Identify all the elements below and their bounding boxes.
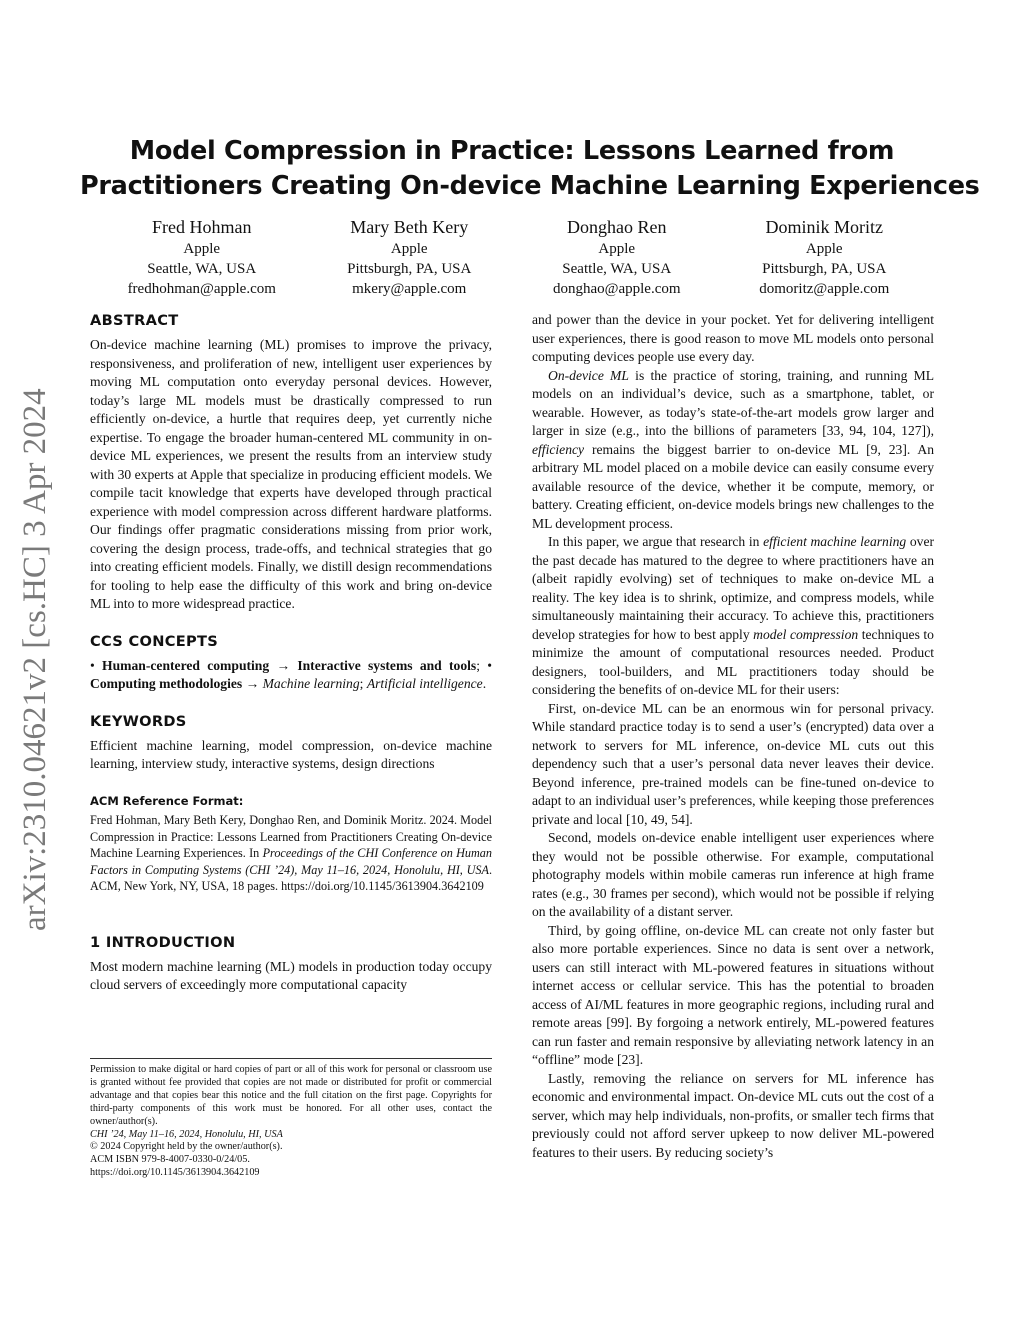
reference-authors-title: Fred Hohman, Mary Beth Kery, Donghao Ren, and Dominik Moritz. 2024. Model Compression in Practice: Lessons Learned from Practitioners Creating On-device Machine Learning Experiences. In xyxy=(90,813,492,860)
ccs-separator: ; xyxy=(359,676,364,691)
term-model-compression: model compression xyxy=(753,626,859,642)
author-location: Pittsburgh, PA, USA xyxy=(762,261,887,277)
permission-footnote xyxy=(90,1058,492,1180)
reference-venue: Proceedings of the CHI Conference on Human Factors in Computing Systems (CHI ’24), May 11–16, 2024, Honolulu, HI, USA xyxy=(90,846,492,877)
author-location: Pittsburgh, PA, USA xyxy=(347,261,472,277)
ccs-arrow: → xyxy=(245,676,260,691)
reference-publisher-doi: . ACM, New York, NY, USA, 18 pages. https://doi.org/10.1145/3613904.3642109 xyxy=(90,862,492,893)
ccs-separator: ; xyxy=(476,657,480,673)
ccs-heading: CCS CONCEPTS xyxy=(90,632,219,650)
keywords-heading: KEYWORDS xyxy=(90,712,187,730)
intro-paragraph: First, on-device ML can be an enormous win for personal privacy. While standard practice today is to send a user’s (encrypted) data over a network to servers for ML inference, on-device ML cuts out this dependency such that a user’s personal data never leaves their device. Beyond inference, pre-trained models can be fine-tuned on-device to adapt to an individual user’s preferences, while keeping those preferences private and local [10, 49, 54]. xyxy=(532,700,934,827)
intro-paragraph: Most modern machine learning (ML) models in production today occupy cloud servers of exceedingly more computational capacity xyxy=(90,958,492,992)
author-email[interactable]: domoritz@apple.com xyxy=(759,281,890,297)
author-email[interactable]: mkery@apple.com xyxy=(352,281,467,297)
ccs-concept: Machine learning xyxy=(262,676,360,691)
author-email[interactable]: fredhohman@apple.com xyxy=(127,281,276,297)
author-block xyxy=(98,215,306,299)
ccs-concept: Computing methodologies xyxy=(90,676,243,691)
arxiv-identifier: arXiv:2310.04621v2 [cs.HC] 3 Apr 2024 xyxy=(17,388,53,932)
author-list xyxy=(98,215,928,299)
author-affiliation: Apple xyxy=(183,241,221,257)
ccs-end: . xyxy=(482,676,487,691)
permission-text: Permission to make digital or hard copies of part or all of this work for personal or classroom use is granted without fee provided that copies are not made or distributed for profit or commercial advantage and that copies bear this notice and the full citation on the first page. Copyrights for third-party components of this work must be honored. For all other uses, contact the owner/author(s). xyxy=(90,1064,492,1127)
right-column xyxy=(532,311,934,1162)
author-affiliation: Apple xyxy=(390,241,428,257)
ccs-bullet: • xyxy=(487,657,493,673)
copyright-notice: © 2024 Copyright held by the owner/author(s). xyxy=(90,1141,283,1153)
reference-format-text xyxy=(90,812,492,895)
intro-paragraph: On-device ML is the practice of storing, training, and running ML models on an individual’s device, such as a smartphone, tablet, or wearable. However, as today’s state-of-the-art models grow larger and larger in size (e.g., into the billions of parameters [33, 94, 104, 127]), efficiency remains the biggest barrier to on-device ML [9, 23]. An arbitrary ML model placed on a mobile device can easily consume every available resource of the device, whether it be compute, memory, or battery. Creating efficient, on-device models brings new challenges to the ML development process. xyxy=(532,367,934,531)
introduction-heading: 1 INTRODUCTION xyxy=(90,933,236,951)
author-name: Fred Hohman xyxy=(152,217,252,237)
author-block xyxy=(721,215,929,299)
ccs-concept: Human-centered computing xyxy=(102,657,270,673)
ccs-arrow: → xyxy=(276,657,291,673)
author-name: Mary Beth Kery xyxy=(350,217,469,237)
ccs-concept: Artificial intelligence xyxy=(366,676,483,691)
term-efficient-ml: efficient machine learning xyxy=(763,534,907,549)
author-location: Seattle, WA, USA xyxy=(147,261,257,277)
term-on-device-ml: On-device ML xyxy=(548,367,629,383)
conference-info: CHI ’24, May 11–16, 2024, Honolulu, HI, USA xyxy=(90,1128,283,1140)
intro-paragraph: Second, models on-device enable intelligent user experiences where they would not be possible otherwise. For example, computational photography models within mobile cameras run inference at high frame rates (e.g., 30 frames per second), which would not be possible if relying on the availability of a distant server. xyxy=(532,830,934,919)
title-line-1: Model Compression in Practice: Lessons Learned from xyxy=(129,136,895,166)
intro-paragraph: Third, by going offline, on-device ML can create not only faster but also more portable experiences. Since no data is sent over a network, users can still interact with ML-powered features in situations without internet access or cellular service. This has the potential to broaden access of AI/ML features in more geographic regions, including rural and remote areas [99]. By forgoing a network entirely, ML-powered features can run faster and remain responsive by alleviating network latency in an “offline” mode [23]. xyxy=(532,922,934,1067)
keywords-text: Efficient machine learning, model compression, on-device machine learning, interview study, interactive systems, design directions xyxy=(90,737,492,771)
ccs-concepts xyxy=(90,657,492,694)
term-efficiency: efficiency xyxy=(532,441,585,457)
paper-title xyxy=(80,134,980,204)
intro-paragraph: In this paper, we argue that research in efficient machine learning over the past decade has matured to the degree to where practitioners have an (albeit rapidly evolving) set of techniques to make on-device ML a reality. The key idea is to shrink, optimize, and compress models, while simultaneously maintaining their accuracy. To achieve this, practitioners develop strategies for how to best apply model compression techniques to minimize the amount of computational resources needed. Product designers, tool-builders, and ML practitioners today should be considering the benefits of on-device ML for their users: xyxy=(532,534,935,697)
abstract-heading: ABSTRACT xyxy=(90,312,179,329)
doi-link[interactable]: https://doi.org/10.1145/3613904.3642109 xyxy=(90,1167,260,1179)
author-affiliation: Apple xyxy=(805,241,843,257)
author-affiliation: Apple xyxy=(598,241,636,257)
author-name: Donghao Ren xyxy=(567,217,667,237)
reference-format-label: ACM Reference Format: xyxy=(90,793,244,808)
abstract-text: On-device machine learning (ML) promises to improve the privacy, responsiveness, and proliferation of new, intelligent user experiences by moving ML computation onto everyday personal devices. However, today’s large ML models must be drastically compressed to run efficiently on-device, a hurtle that requires deep, yet currently niche expertise. To engage the broader human-centered ML community in on-device ML experiences, we present the results from an interview study with 30 experts at Apple that specialize in producing efficient models. We compile tacit knowledge that experts have developed through practical experience with model compression across different hardware platforms. Our findings offer pragmatic considerations missing from prior work, covering the design process, trade-offs, and technical strategies that go into creating efficient models. Finally, we distill design recommendations for tooling to help ease the difficulty of this work and bring on-device ML into to more widespread practice. xyxy=(90,337,492,611)
author-block xyxy=(306,215,514,299)
author-name: Dominik Moritz xyxy=(765,217,883,237)
author-block xyxy=(513,215,721,299)
ccs-concept: Interactive systems and tools xyxy=(297,657,477,673)
isbn: ACM ISBN 979-8-4007-0330-0/24/05. xyxy=(90,1154,250,1166)
author-location: Seattle, WA, USA xyxy=(562,261,672,277)
title-line-2: Practitioners Creating On-device Machine Learning Experiences xyxy=(80,171,980,201)
left-column xyxy=(90,311,492,995)
intro-paragraph: and power than the device in your pocket. Yet for delivering intelligent user experiences, there is good reason to move ML models onto personal computing devices people use every day. xyxy=(532,312,934,364)
author-email[interactable]: donghao@apple.com xyxy=(552,281,681,297)
ccs-bullet: • xyxy=(90,657,95,673)
intro-paragraph: Lastly, removing the reliance on servers for ML inference has economic and environmental impact. On-device ML cuts out the cost of a server, which may help individuals, non-profits, or smaller tech firms that previously could not afford server upkeep to now deliver ML-powered features to their users. By reducing society’s xyxy=(532,1070,934,1160)
